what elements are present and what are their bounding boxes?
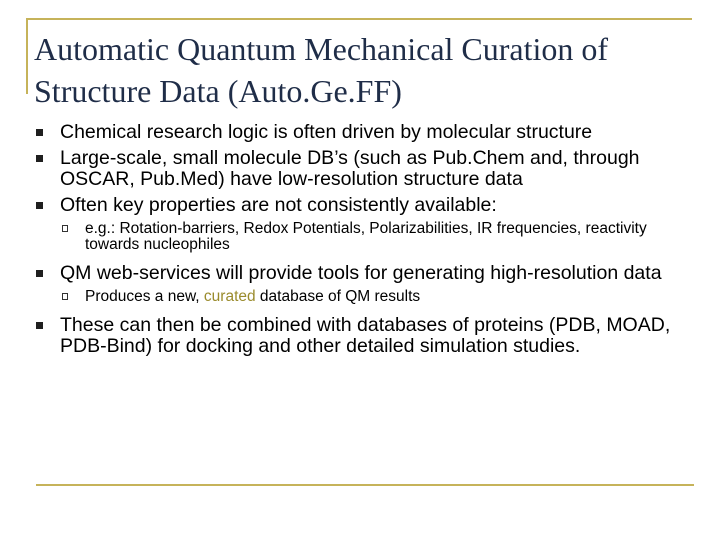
title-rule-vertical xyxy=(26,18,28,94)
sub-bullet-text-after: database of QM results xyxy=(255,288,421,305)
bullet-item xyxy=(36,195,686,216)
slide-title: Automatic Quantum Mechanical Curation of Structure Data (Auto.Ge.FF) xyxy=(34,31,609,109)
square-bullet-icon xyxy=(36,129,43,136)
bullet-item xyxy=(36,263,686,284)
bullet-text: Large-scale, small molecule DB’s (such as Pub.Chem and, through OSCAR, Pub.Med) have low-resolution structure data xyxy=(60,147,640,190)
sub-bullet-item xyxy=(36,221,686,253)
footer-rule xyxy=(36,484,694,486)
bullet-text: QM web-services will provide tools for generating high-resolution data xyxy=(60,262,662,284)
slide-body xyxy=(36,122,686,362)
bullet-item xyxy=(36,315,686,357)
square-bullet-icon xyxy=(36,270,43,277)
sub-bullet-text-before: Produces a new, xyxy=(85,288,204,305)
sub-bullet-item xyxy=(36,289,686,305)
title-rule-horizontal xyxy=(26,18,692,20)
sub-bullet-text: e.g.: Rotation-barriers, Redox Potentials, Polarizabilities, IR frequencies, reactivity towards nucleophiles xyxy=(85,220,647,253)
square-bullet-icon xyxy=(36,322,43,329)
hollow-square-bullet-icon xyxy=(62,293,68,300)
square-bullet-icon xyxy=(36,202,43,209)
hollow-square-bullet-icon xyxy=(62,225,68,232)
bullet-text: These can then be combined with databases of proteins (PDB, MOAD, PDB-Bind) for docking and other detailed simulation studies. xyxy=(60,314,671,357)
bullet-item xyxy=(36,122,686,143)
bullet-item xyxy=(36,148,686,190)
bullet-text: Chemical research logic is often driven by molecular structure xyxy=(60,121,593,143)
square-bullet-icon xyxy=(36,155,43,162)
highlighted-word: curated xyxy=(203,288,256,305)
bullet-text: Often key properties are not consistently available: xyxy=(60,194,497,216)
